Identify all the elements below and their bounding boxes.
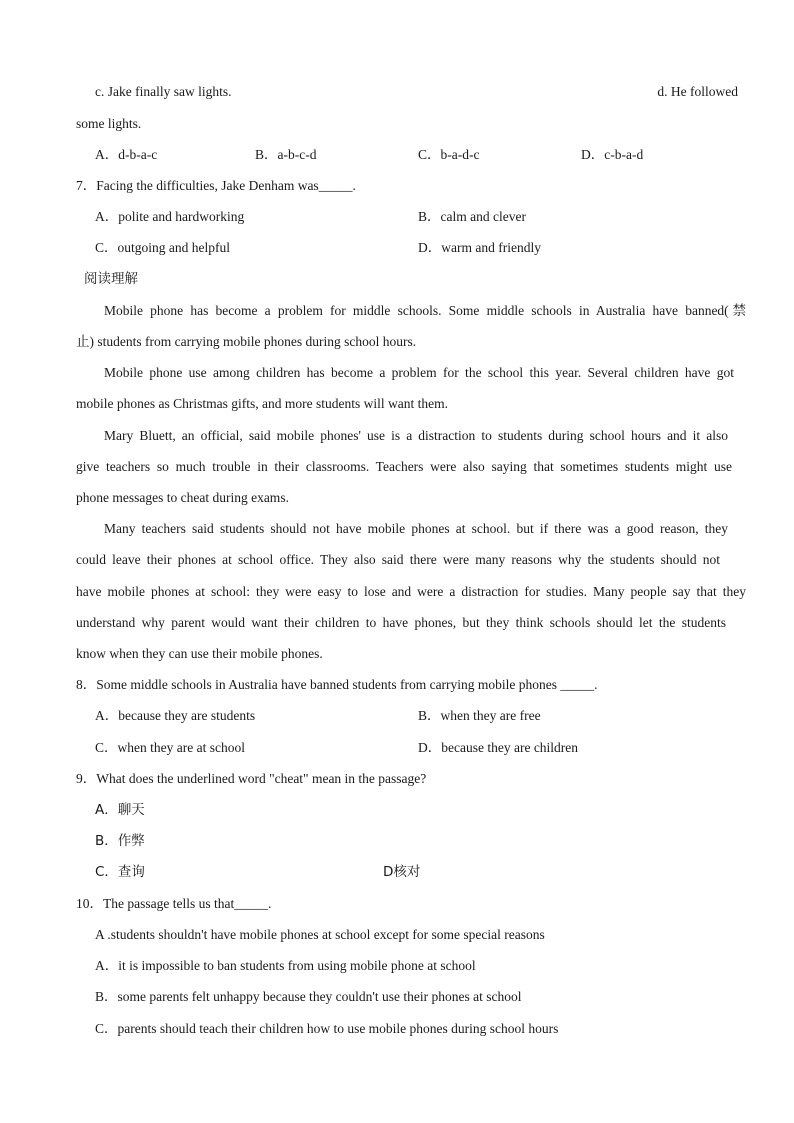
q9-answer-c: C．查询 bbox=[95, 864, 145, 880]
passage-p4-line5: know when they can use their mobile phones. bbox=[76, 646, 323, 661]
q10-answer-3: B．some parents felt unhappy because they couldn't use their phones at school bbox=[95, 989, 522, 1004]
q8-answer-c: C．when they are at school bbox=[95, 740, 245, 755]
q6-answer-a: A．d-b-a-c bbox=[95, 147, 158, 162]
q10-answer-1: A .students shouldn't have mobile phones at school except for some special reasons bbox=[95, 927, 545, 942]
q6-option-d-continued: some lights. bbox=[76, 116, 142, 131]
q6-answer-b: B．a-b-c-d bbox=[255, 147, 317, 162]
q9-stem: 9．What does the underlined word "cheat" mean in the passage? bbox=[76, 771, 427, 786]
q9-answer-a: A．聊天 bbox=[95, 802, 145, 818]
q7-answer-b: B．calm and clever bbox=[418, 209, 526, 224]
passage-p4-line4: understand why parent would want their children to have phones, but they think schools should let the students bbox=[76, 615, 726, 630]
q10-stem: 10．The passage tells us that_____. bbox=[76, 896, 272, 911]
passage-p3-line1: Mary Bluett, an official, said mobile phones' use is a distraction to students during school hours and it also bbox=[104, 428, 728, 443]
passage-p3-line2: give teachers so much trouble in their classrooms. Teachers were also saying that sometimes students might use bbox=[76, 459, 732, 474]
q7-answer-c: C．outgoing and helpful bbox=[95, 240, 230, 255]
section-title: 阅读理解 bbox=[84, 271, 138, 287]
passage-p3-line3: phone messages to cheat during exams. bbox=[76, 490, 289, 505]
passage-p4-line1: Many teachers said students should not have mobile phones at school. but if there was a good reason, they bbox=[104, 521, 728, 536]
q7-stem: 7．Facing the difficulties, Jake Denham was_____. bbox=[76, 178, 356, 193]
q8-answer-a: A．because they are students bbox=[95, 708, 256, 723]
q6-option-c: c. Jake finally saw lights. bbox=[95, 84, 232, 99]
passage-p4-line2: could leave their phones at school office. They also said there were many reasons why the students should not bbox=[76, 552, 720, 567]
passage-p1-line2: 止) students from carrying mobile phones during school hours. bbox=[76, 334, 417, 349]
q6-answer-c: C．b-a-d-c bbox=[418, 147, 480, 162]
passage-p1-line1: Mobile phone has become a problem for middle schools. Some middle schools in Australia have banned(禁 bbox=[104, 303, 746, 318]
passage-p2-line2: mobile phones as Christmas gifts, and more students will want them. bbox=[76, 396, 448, 411]
q10-answer-2: A．it is impossible to ban students from using mobile phone at school bbox=[95, 958, 476, 973]
q8-answer-d: D．because they are children bbox=[418, 740, 579, 755]
q8-answer-b: B．when they are free bbox=[418, 708, 541, 723]
q7-answer-d: D．warm and friendly bbox=[418, 240, 541, 255]
q6-option-d: d. He followed bbox=[657, 84, 738, 99]
q9-answer-b: B．作弊 bbox=[95, 833, 145, 849]
q9-answer-d: D核对 bbox=[383, 864, 421, 880]
passage-p2-line1: Mobile phone use among children has become a problem for the school this year. Several children have got bbox=[104, 365, 734, 380]
passage-p4-line3: have mobile phones at school: they were easy to lose and were a distraction for studies. Many people say that they bbox=[76, 584, 746, 599]
q6-answer-d: D．c-b-a-d bbox=[581, 147, 644, 162]
q8-stem: 8．Some middle schools in Australia have banned students from carrying mobile phones _____. bbox=[76, 677, 598, 692]
q7-answer-a: A．polite and hardworking bbox=[95, 209, 245, 224]
q10-answer-4: C．parents should teach their children how to use mobile phones during school hours bbox=[95, 1021, 559, 1036]
